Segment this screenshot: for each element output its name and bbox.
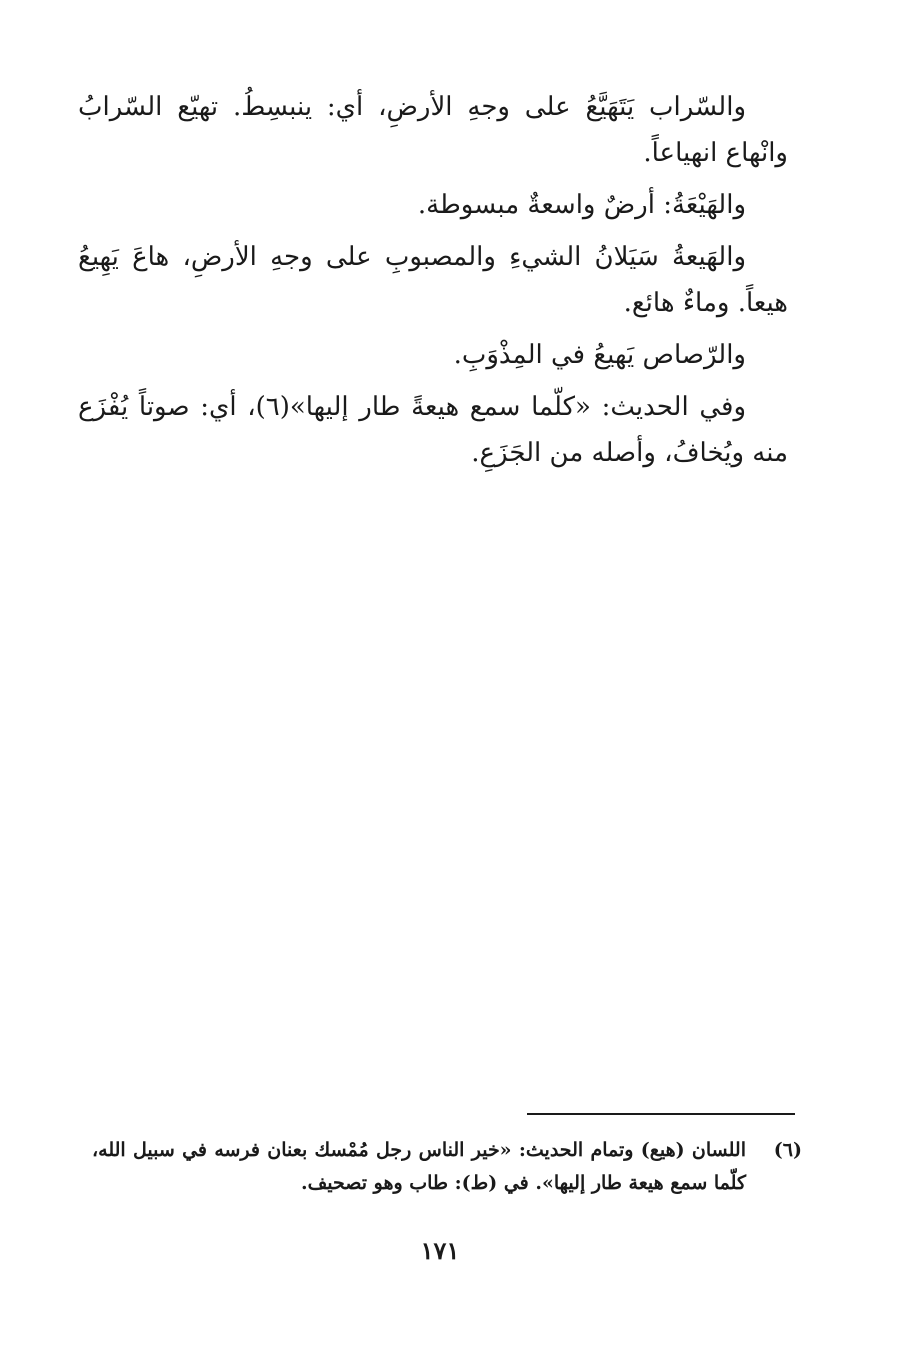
footnotes-block	[92, 1134, 802, 1200]
page-number: ١٧١	[420, 1236, 460, 1265]
body-paragraph: وفي الحديث: «كلّما سمع هيعةً طار إليها»(٦)، أي: صوتاً يُفْزَع منه ويُخافُ، وأصله من الجَزَعِ.	[78, 392, 788, 468]
footnote-separator	[527, 1113, 795, 1115]
main-text-block	[78, 84, 788, 482]
footnote-number: (٦)	[773, 1139, 802, 1161]
body-paragraph: والسّراب يَتَهَيَّعُ على وجهِ الأرضِ، أي: ينبسِطُ. تهيّع السّرابُ وانْهاع انهياعاً.	[78, 92, 788, 168]
footnote-text: اللسان (هيع) وتمام الحديث: «خير الناس رجل مُمْسك بعنان فرسه في سبيل الله، كلّما سمع هيعة طار إليها». في (ط): طاب وهو تصحيف.	[92, 1139, 746, 1194]
body-paragraph: والهَيْعَةُ: أرضٌ واسعةٌ مبسوطة.	[417, 190, 746, 220]
body-paragraph: والرّصاص يَهيعُ في المِذْوَبِ.	[453, 340, 746, 370]
footnote	[92, 1134, 802, 1200]
body-paragraph: والهَيعةُ سَيَلانُ الشيءِ والمصبوبِ على وجهِ الأرضِ، هاعَ يَهِيعُ هيعاً. وماءٌ هائع.	[78, 242, 788, 318]
